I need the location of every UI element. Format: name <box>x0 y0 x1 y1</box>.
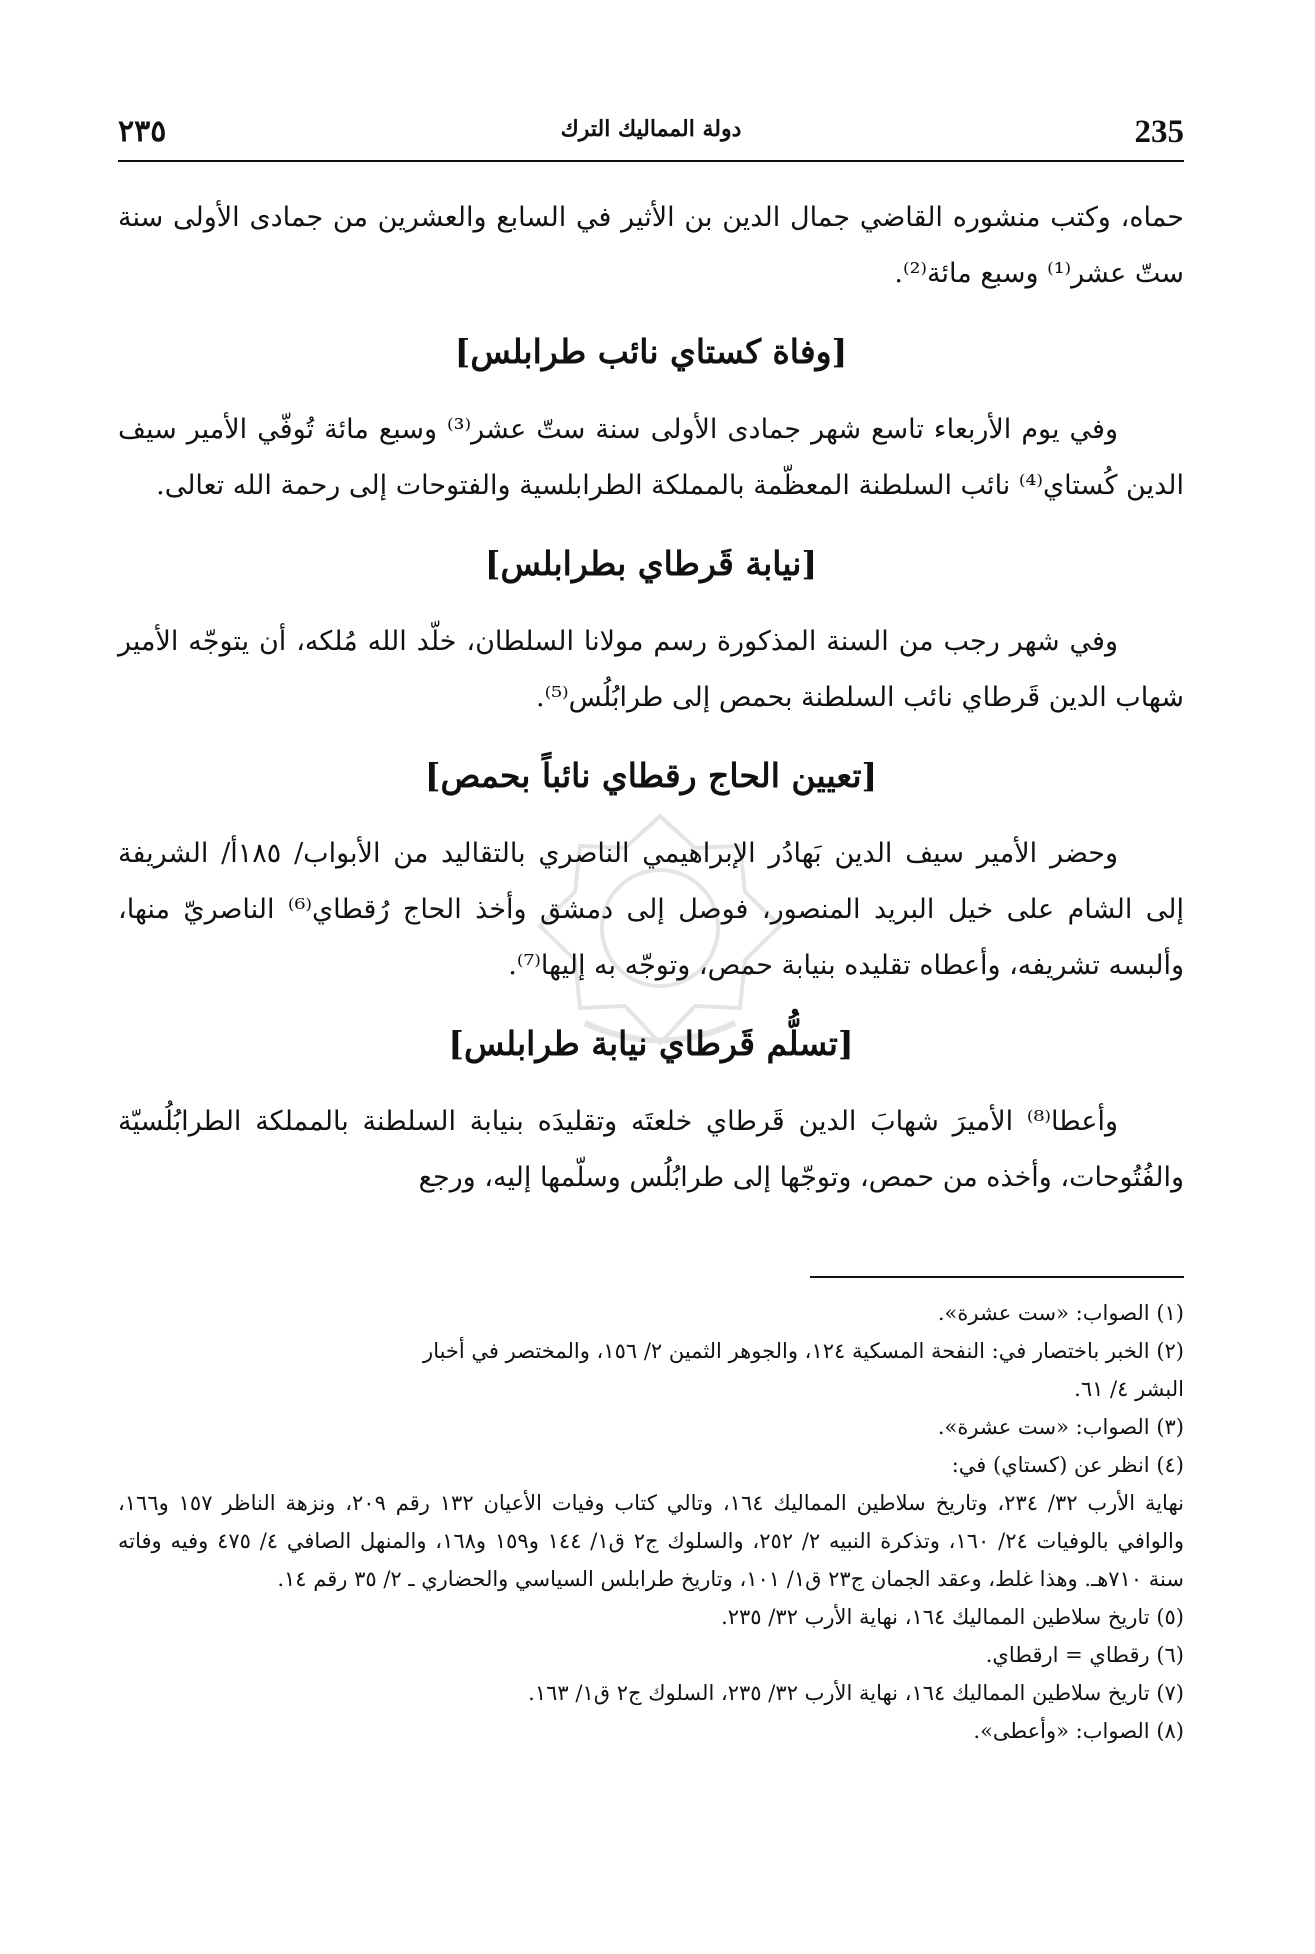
paragraph-2: وفي يوم الأربعاء تاسع شهر جمادى الأولى سنة ستّ عشر⁽³⁾ وسبع مائة تُوفّي الأمير سيف الدين كُستاي⁽⁴⁾ نائب السلطنة المعظّمة بالمملكة الطرابلسية والفتوحات إلى رحمة الله تعالى. <box>118 414 1184 501</box>
paragraph-4: وحضر الأمير سيف الدين بَهادُر الإبراهيمي الناصري بالتقاليد من الأبواب/ ١٨٥أ/ الشريفة إلى الشام على خيل البريد المنصور، فوصل إلى دمشق وأخذ الحاج رُقطاي⁽⁶⁾ الناصريّ منها، وألبسه تشريفه، وأعطاه تقليده بنيابة حمص، وتوجّه به إليها⁽⁷⁾. <box>118 838 1184 981</box>
footnote-2: (٢) الخبر باختصار في: النفحة المسكية ١٢٤، والجوهر الثمين ٢/ ١٥٦، والمختصر في أخبار <box>423 1339 1184 1363</box>
page-header <box>118 112 1184 154</box>
footnote-4: (٤) انظر عن (كستاي) في: <box>951 1453 1184 1477</box>
page-number-latin: 235 <box>1134 114 1184 150</box>
footnote-1: (١) الصواب: «ست عشرة». <box>937 1301 1184 1325</box>
footnote-6: (٦) رقطاي = ارقطاي. <box>985 1643 1184 1667</box>
footnote-separator <box>810 1276 1184 1278</box>
paragraph-3: وفي شهر رجب من السنة المذكورة رسم مولانا السلطان، خلّد الله مُلكه، أن يتوجّه الأمير شهاب الدين قَرطاي نائب السلطنة بحمص إلى طرابُلُس⁽⁵⁾. <box>118 626 1184 713</box>
footnote-3: (٣) الصواب: «ست عشرة». <box>937 1415 1184 1439</box>
section-heading-2: [نيابة قَرطاي بطرابلس] <box>484 544 818 583</box>
footnote-5: (٥) تاريخ سلاطين المماليك ١٦٤، نهاية الأرب ٣٢/ ٢٣٥. <box>721 1605 1184 1629</box>
footnotes <box>118 1294 1184 1750</box>
main-text <box>118 190 1184 1206</box>
header-rule <box>118 160 1184 162</box>
paragraph-5: وأعطا⁽⁸⁾ الأميرَ شهابَ الدين قَرطاي خلعتَه وتقليدَه بنيابة السلطنة بالمملكة الطرابُلُسيّة والفُتُوحات، وأخذه من حمص، وتوجّها إلى طرابُلُس وسلّمها إليه، ورجع <box>118 1106 1184 1193</box>
page-number-arabic: ٢٣٥ <box>118 114 167 149</box>
footnote-8: (٨) الصواب: «وأعطى». <box>973 1719 1184 1743</box>
footnote-2-continuation: البشر ٤/ ٦١. <box>1074 1377 1184 1401</box>
running-title: دولة المماليك الترك <box>560 116 742 142</box>
footnote-4-sources: نهاية الأرب ٣٢/ ٢٣٤، وتاريخ سلاطين المماليك ١٦٤، وتالي كتاب وفيات الأعيان ١٣٢ رقم ٢٠٩، ونزهة الناظر ١٥٧ و١٦٦، والوافي بالوفيات ٢٤/ ١٦٠، وتذكرة النبيه ٢/ ٢٥٢، والسلوك ج٢ ق١/ ١٤٤ و١٥٩ و١٦٨، والمنهل الصافي ٤/ ٤٧٥ وفيه وفاته سنة ٧١٠هـ. وهذا غلط، وعقد الجمان ج٢٣ ق١/ ١٠١، وتاريخ طرابلس السياسي والحضاري ـ ٢/ ٣٥ رقم ١٤. <box>118 1491 1184 1591</box>
paragraph-1: حماه، وكتب منشوره القاضي جمال الدين بن الأثير في السابع والعشرين من جمادى الأولى سنة ستّ عشر⁽¹⁾ وسبع مائة⁽²⁾. <box>118 202 1184 289</box>
section-heading-4: [تسلُّم قَرطاي نيابة طرابلس] <box>448 1024 854 1063</box>
section-heading-3: [تعيين الحاج رقطاي نائباً بحمص] <box>424 756 878 795</box>
section-heading-1: [وفاة كستاي نائب طرابلس] <box>454 332 848 371</box>
footnote-7: (٧) تاريخ سلاطين المماليك ١٦٤، نهاية الأرب ٣٢/ ٢٣٥، السلوك ج٢ ق١/ ١٦٣. <box>528 1681 1184 1705</box>
